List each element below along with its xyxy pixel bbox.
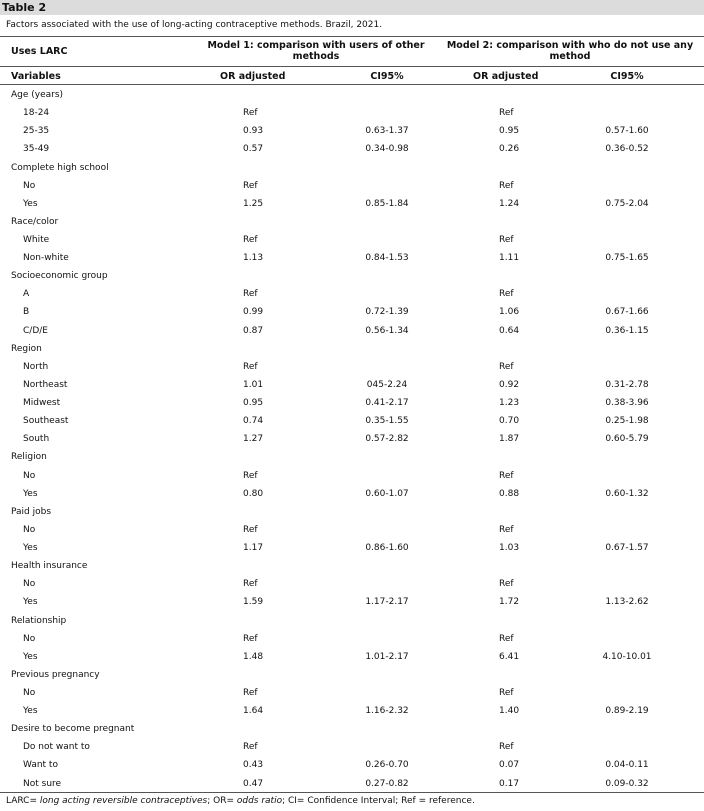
- model1-ci-cell: 0.41-2.17: [365, 398, 409, 408]
- model1-ci-cell: 0.27-0.82: [365, 778, 409, 789]
- variable-category: Southeast: [23, 416, 69, 427]
- variable-category: No: [23, 524, 36, 535]
- footnote-part-1: LARC=: [6, 796, 40, 806]
- variable-category: Yes: [23, 597, 38, 608]
- model1-or-cell: Ref: [243, 579, 258, 590]
- table-group-row: [0, 612, 704, 630]
- variable-category: White: [23, 235, 50, 245]
- variable-group-label: Complete high school: [11, 162, 109, 173]
- variable-group-label: Age (years): [11, 90, 64, 100]
- variable-group-label: Socioeconomic group: [11, 271, 108, 282]
- model2-or-cell: 0.92: [499, 379, 520, 390]
- footnote-italic-2: odds ratio: [236, 796, 283, 806]
- model2-or-cell: 1.06: [499, 307, 520, 318]
- model1-or-cell: Ref: [243, 470, 258, 481]
- model2-or-cell: Ref: [499, 235, 514, 245]
- variable-category: No: [23, 579, 36, 590]
- variable-category: Midwest: [23, 398, 61, 408]
- variable-group-label: Health insurance: [11, 561, 88, 572]
- model2-ci-cell: 0.60-1.32: [605, 488, 649, 499]
- model2-ci-cell: 0.67-1.57: [605, 543, 649, 553]
- variable-group-label: Relationship: [11, 615, 67, 626]
- model2-or-cell: Ref: [499, 579, 514, 590]
- table-group-row: [0, 340, 704, 358]
- model1-ci-cell: 0.86-1.60: [365, 543, 409, 553]
- model2-or-cell: 1.03: [499, 543, 520, 553]
- model1-or-cell: Ref: [243, 361, 258, 372]
- table-row: [0, 285, 704, 303]
- model2-or-cell: 0.70: [499, 416, 520, 427]
- model2-or-cell: 0.07: [499, 760, 520, 771]
- variable-category: Yes: [23, 198, 38, 209]
- model2-ci-cell: 0.36-1.15: [605, 325, 649, 336]
- model1-or-cell: 1.27: [243, 434, 264, 445]
- model1-ci-cell: 0.72-1.39: [365, 307, 409, 318]
- model1-ci-cell: 1.01-2.17: [365, 651, 409, 662]
- variable-group-label: Previous pregnancy: [11, 669, 100, 680]
- variable-category: 18-24: [23, 108, 50, 119]
- model2-or-cell: Ref: [499, 289, 514, 300]
- table-row: [0, 430, 704, 448]
- header-m1-ci95: CI95%: [370, 71, 404, 82]
- variable-category: Yes: [23, 543, 38, 553]
- table-group-row: [0, 720, 704, 738]
- model1-or-cell: 0.47: [243, 778, 264, 789]
- variable-category: 25-35: [23, 126, 50, 137]
- table-row: [0, 376, 704, 394]
- model1-ci-cell: 0.63-1.37: [365, 126, 409, 137]
- table-label: Table 2: [0, 0, 704, 15]
- footnote-part-2: ; OR=: [207, 796, 237, 806]
- header-m1-or-adjusted: OR adjusted: [220, 71, 286, 82]
- table-group-row: [0, 267, 704, 285]
- variable-group-label: Desire to become pregnant: [11, 724, 135, 735]
- model1-or-cell: Ref: [243, 108, 258, 119]
- model1-or-cell: 0.57: [243, 144, 264, 155]
- model1-ci-cell: 0.84-1.53: [365, 253, 409, 264]
- model2-ci-cell: 0.89-2.19: [605, 706, 649, 717]
- model2-or-cell: Ref: [499, 108, 514, 119]
- model1-or-cell: 0.99: [243, 307, 264, 318]
- variable-category: C/D/E: [23, 325, 48, 336]
- model2-or-cell: Ref: [499, 742, 514, 753]
- model2-ci-cell: 4.10-10.01: [602, 651, 652, 662]
- table-group-row: [0, 159, 704, 177]
- model1-ci-cell: 0.57-2.82: [365, 434, 409, 445]
- model1-or-cell: Ref: [243, 289, 258, 300]
- model2-or-cell: 0.95: [499, 126, 520, 137]
- table-row: [0, 104, 704, 122]
- variable-category: Yes: [23, 651, 38, 662]
- model2-ci-cell: 0.38-3.96: [605, 398, 649, 408]
- variable-category: Northeast: [23, 379, 68, 390]
- model1-ci-cell: 1.16-2.32: [365, 706, 409, 717]
- model2-ci-cell: 0.75-2.04: [605, 198, 649, 209]
- model1-or-cell: 0.87: [243, 325, 264, 336]
- table-row: [0, 322, 704, 340]
- table-row: [0, 358, 704, 376]
- model2-or-cell: Ref: [499, 361, 514, 372]
- variable-category: Yes: [23, 488, 38, 499]
- model1-ci-cell: 0.85-1.84: [365, 198, 409, 209]
- variable-category: B: [23, 307, 30, 318]
- footnote-italic-1: long acting reversible contraceptives: [39, 796, 208, 806]
- header-m2-ci95: CI95%: [610, 71, 644, 82]
- model2-or-cell: Ref: [499, 470, 514, 481]
- model2-ci-cell: 1.13-2.62: [605, 597, 649, 608]
- table-row: [0, 575, 704, 593]
- header-uses-larc: Uses LARC: [11, 46, 68, 57]
- variable-category: No: [23, 633, 36, 644]
- variable-group-label: Religion: [11, 452, 47, 463]
- table-row: [0, 648, 704, 666]
- table-row: [0, 630, 704, 648]
- model1-or-cell: 0.80: [243, 488, 264, 499]
- model1-ci-cell: 0.60-1.07: [365, 488, 409, 499]
- variable-category: No: [23, 470, 36, 481]
- table-group-row: [0, 557, 704, 575]
- model2-or-cell: 1.24: [499, 198, 520, 209]
- footnote-part-3: ; CI= Confidence Interval; Ref = reference.: [282, 796, 475, 806]
- table-row: [0, 231, 704, 249]
- variable-category: South: [23, 434, 50, 445]
- table-row: [0, 195, 704, 213]
- model2-ci-cell: 0.57-1.60: [605, 126, 649, 137]
- variable-group-label: Race/color: [11, 216, 59, 227]
- table-bottom-rule: [0, 792, 704, 793]
- model2-ci-cell: 0.25-1.98: [605, 416, 649, 427]
- table-row: [0, 738, 704, 756]
- model1-ci-cell: 0.56-1.34: [365, 325, 409, 336]
- table-footnote: [6, 794, 475, 808]
- header-bottom-rule: [0, 84, 704, 85]
- model1-or-cell: 0.74: [243, 416, 264, 427]
- model1-or-cell: 1.01: [243, 379, 264, 390]
- table-row: [0, 412, 704, 430]
- model1-ci-cell: 1.17-2.17: [365, 597, 409, 608]
- variable-category: Non-white: [23, 253, 69, 264]
- model1-or-cell: 0.43: [243, 760, 264, 771]
- table-row: [0, 702, 704, 720]
- variable-category: Want to: [23, 760, 58, 771]
- header-mid-rule: [0, 66, 704, 67]
- table-row: [0, 249, 704, 267]
- table-group-row: [0, 213, 704, 231]
- variable-category: No: [23, 688, 36, 698]
- model2-or-cell: Ref: [499, 180, 514, 191]
- table-row: [0, 756, 704, 774]
- model2-or-cell: 1.23: [499, 398, 520, 408]
- model1-or-cell: Ref: [243, 235, 258, 245]
- variable-category: No: [23, 180, 36, 191]
- model1-ci-cell: 0.34-0.98: [365, 144, 409, 155]
- variable-group-label: Region: [11, 343, 42, 354]
- table-group-row: [0, 503, 704, 521]
- header-top-rule: [0, 36, 704, 37]
- variable-category: 35-49: [23, 144, 50, 155]
- variable-category: Yes: [23, 706, 38, 717]
- table-row: [0, 122, 704, 140]
- table-group-row: [0, 448, 704, 466]
- table-row: [0, 684, 704, 702]
- model2-or-cell: 1.40: [499, 706, 520, 717]
- model1-or-cell: Ref: [243, 742, 258, 753]
- variable-category: North: [23, 361, 49, 372]
- table-caption: Factors associated with the use of long-acting contraceptive methods. Brazil, 2021.: [6, 20, 383, 30]
- model1-or-cell: Ref: [243, 633, 258, 644]
- model1-or-cell: 1.48: [243, 651, 264, 662]
- table-row: [0, 775, 704, 793]
- header-variables: Variables: [11, 71, 61, 82]
- table-group-row: [0, 86, 704, 104]
- table-row: [0, 140, 704, 158]
- table-row: [0, 177, 704, 195]
- model1-or-cell: Ref: [243, 180, 258, 191]
- model2-or-cell: Ref: [499, 524, 514, 535]
- table-row: [0, 539, 704, 557]
- model1-ci-cell: 0.26-0.70: [365, 760, 409, 771]
- variable-category: A: [23, 289, 30, 300]
- header-m2-or-adjusted: OR adjusted: [473, 71, 539, 82]
- model2-ci-cell: 0.60-5.79: [605, 434, 649, 445]
- model1-or-cell: 1.25: [243, 198, 264, 209]
- variable-category: Do not want to: [23, 742, 90, 753]
- model1-or-cell: Ref: [243, 524, 258, 535]
- model2-ci-cell: 0.67-1.66: [605, 307, 649, 318]
- table-row: [0, 485, 704, 503]
- model2-ci-cell: 0.75-1.65: [605, 253, 649, 264]
- model2-or-cell: Ref: [499, 688, 514, 698]
- model2-or-cell: 0.17: [499, 778, 520, 789]
- model2-or-cell: 6.41: [499, 651, 520, 662]
- model1-ci-cell: 0.35-1.55: [365, 416, 409, 427]
- model1-or-cell: 1.64: [243, 706, 264, 717]
- variable-group-label: Paid jobs: [11, 506, 52, 517]
- model1-or-cell: 0.93: [243, 126, 264, 137]
- model2-ci-cell: 0.31-2.78: [605, 379, 649, 390]
- table-group-row: [0, 666, 704, 684]
- model1-ci-cell: 045-2.24: [366, 379, 408, 390]
- table-row: [0, 303, 704, 321]
- table-row: [0, 394, 704, 412]
- model1-or-cell: 1.13: [243, 253, 264, 264]
- table-row: [0, 521, 704, 539]
- header-model2: Model 2: comparison with who do not use any method: [446, 40, 694, 62]
- model2-or-cell: 0.26: [499, 144, 520, 155]
- header-model1: Model 1: comparison with users of other methods: [207, 40, 425, 62]
- model2-or-cell: Ref: [499, 633, 514, 644]
- variable-category: Not sure: [23, 778, 62, 789]
- model2-ci-cell: 0.09-0.32: [605, 778, 649, 789]
- model2-or-cell: 1.87: [499, 434, 520, 445]
- model1-or-cell: 1.59: [243, 597, 264, 608]
- model2-or-cell: 0.88: [499, 488, 520, 499]
- model2-or-cell: 1.72: [499, 597, 520, 608]
- model2-ci-cell: 0.36-0.52: [605, 144, 649, 155]
- model1-or-cell: 0.95: [243, 398, 264, 408]
- table-row: [0, 467, 704, 485]
- model2-or-cell: 1.11: [499, 253, 520, 264]
- model1-or-cell: 1.17: [243, 543, 264, 553]
- model1-or-cell: Ref: [243, 688, 258, 698]
- table-row: [0, 593, 704, 611]
- model2-ci-cell: 0.04-0.11: [605, 760, 649, 771]
- model2-or-cell: 0.64: [499, 325, 520, 336]
